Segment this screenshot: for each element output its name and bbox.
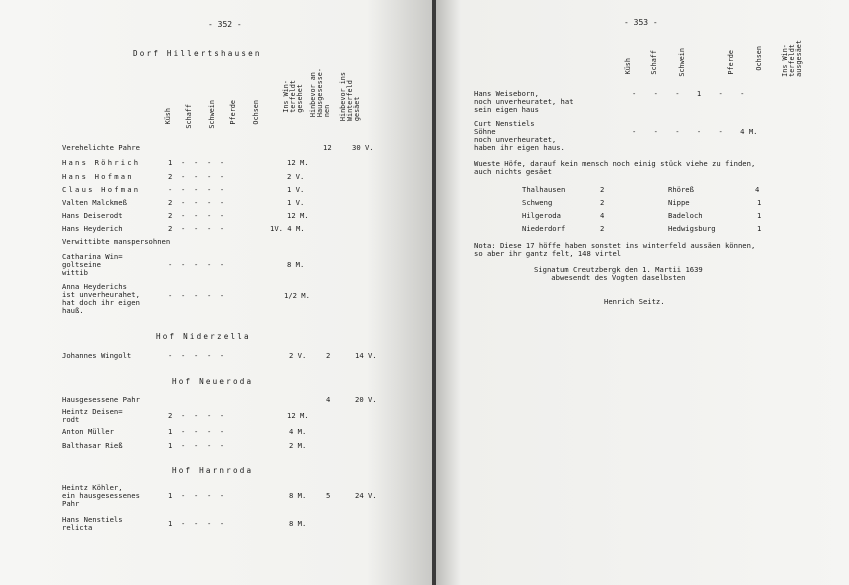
row-vals: 2 - - - - [168, 172, 225, 181]
waste-farm-count: 4 [755, 185, 760, 194]
right-page [436, 0, 849, 585]
hof-neueroda-title: Hof Neueroda [172, 377, 254, 386]
row-vals: - - - - - [168, 185, 225, 194]
row-name: Hans Hofman [62, 172, 134, 181]
waste-farm-count: 2 [600, 198, 605, 207]
row-amount: 2 V. [289, 351, 307, 360]
col-header-kuh: Küsh [164, 108, 172, 125]
col-header-hinbevor-winterfeld: Hinbevor ins Winterfeld gesäet [339, 72, 361, 122]
row-vals: 2 - - - - [168, 198, 225, 207]
row-amount: 2 V. [287, 172, 305, 181]
row-name: Hans Röhrich [62, 158, 141, 167]
col-header-winterfeld: Ins Win- terfeldt ausgesäet [781, 40, 803, 77]
row-name: Anton Müller [62, 427, 114, 436]
catharina-name: Catharina Win= goltseine wittib [62, 252, 123, 277]
row-vals: - - - - - [168, 351, 225, 360]
row-amount: 8 M. [289, 491, 307, 500]
row-hausgesessen: 5 [326, 491, 331, 500]
col-header-pferde: Pferde [727, 50, 735, 75]
row-winterfeld: 14 V. [355, 351, 377, 360]
right-page-number: - 353 - [624, 18, 658, 27]
waste-farm-name: Nippe [668, 198, 690, 207]
signature-name: Henrich Seitz. [604, 297, 665, 306]
waste-farm-name: Badeloch [668, 211, 703, 220]
col-header-hinbevor-hausgesessen: Hinbevor an Hausgesesse- nen [309, 68, 331, 118]
row-name: Johannes Wingolt [62, 351, 132, 360]
row-amount: 1V. 4 M. [270, 224, 305, 233]
waste-farm-count: 2 [600, 224, 605, 233]
anna-vals: - - - - - [168, 291, 225, 300]
col-header-schaff: Schaff [185, 104, 193, 129]
row-vals: 1 - - - - [168, 491, 225, 500]
row-name: Valten Malckmeß [62, 198, 127, 207]
row-amount: 12 M. [287, 211, 309, 220]
row-name: Balthasar Rieß [62, 441, 123, 450]
married-label: Verehelichte Pahre [62, 143, 140, 152]
row-vals: 1 - - - - [168, 158, 225, 167]
row-vals: 1 - - - - [168, 519, 225, 528]
nenstiel-entry: Curt Nenstiels Söhne noch unverheuratet, haben ihr eigen haus. [474, 119, 565, 152]
hausgesessene-sown: 20 V. [355, 395, 377, 404]
col-header-ochsen: Ochsen [252, 100, 260, 125]
row-winterfeld: 24 V. [355, 491, 377, 500]
waste-farm-name: Hilgeroda [522, 211, 561, 220]
waste-farm-name: Hedwigsburg [668, 224, 716, 233]
village-title: Dorf Hillertshausen [133, 49, 262, 58]
row-amount: 12 M. [287, 158, 309, 167]
waste-farm-count: 4 [600, 211, 605, 220]
hausgesessene-count: 4 [326, 395, 331, 404]
row-name: Heintz Köhler, ein hausgesessenes Pahr [62, 483, 140, 508]
waste-farm-name: Schweng [522, 198, 553, 207]
nenstiel-vals: - - - - - 4 M. [632, 127, 758, 136]
waste-farms-text: Wueste Höfe, darauf kein mensch noch einig stück viehe zu finden, auch nichts gesäet [474, 159, 756, 176]
hausgesessene-label: Hausgesessene Pahr [62, 395, 140, 404]
row-vals: 2 - - - - [168, 211, 225, 220]
waste-farm-name: Niederdorf [522, 224, 566, 233]
weiseborn-entry: Hans Weiseborn, noch unverheuratet, hat sein eigen haus [474, 89, 574, 114]
widow-sons-label: Verwittibte manspersohnen [62, 237, 171, 246]
col-header-kuh: Küsh [624, 58, 632, 75]
col-header-schwein: Schwein [678, 48, 686, 77]
row-name: Hans Deiserodt [62, 211, 123, 220]
signatum-text: Signatum Creutzbergk den 1. Martii 1639 abwesendt des Vogten daselbsten [534, 265, 703, 282]
waste-farm-count: 1 [757, 211, 762, 220]
col-header-winterfeld: Ins Win- terfeldt gesehet [282, 80, 304, 113]
col-header-pferde: Pferde [229, 100, 237, 125]
row-amount: 4 M. [289, 427, 307, 436]
waste-farm-name: Rhöreß [668, 185, 694, 194]
row-hausgesessen: 2 [326, 351, 331, 360]
anna-amount: 1/2 M. [284, 291, 310, 300]
catharina-vals: - - - - - [168, 260, 225, 269]
married-count: 12 [323, 143, 332, 152]
waste-farm-count: 2 [600, 185, 605, 194]
hof-harnroda-title: Hof Harnroda [172, 466, 254, 475]
col-header-schaff: Schaff [650, 50, 658, 75]
row-amount: 1 V. [287, 198, 305, 207]
row-amount: 8 M. [289, 519, 307, 528]
hof-niderzella-title: Hof Niderzella [156, 332, 251, 341]
row-vals: 1 - - - - [168, 427, 225, 436]
waste-farm-count: 1 [757, 224, 762, 233]
col-header-ochsen: Ochsen [755, 46, 763, 71]
waste-farm-name: Thalhausen [522, 185, 566, 194]
row-name: Claus Hofman [62, 185, 141, 194]
nota-text: Nota: Diese 17 höffe haben sonstet ins winterfeld aussäen können, so aber ihr gantz felt, 148 virtel [474, 241, 756, 258]
row-name: Hans Nenstiels relicta [62, 515, 123, 532]
row-name: Heintz Deisen= rodt [62, 407, 123, 424]
row-amount: 1 V. [287, 185, 305, 194]
weiseborn-vals: - - - 1 - - [632, 89, 745, 98]
row-amount: 2 M. [289, 441, 307, 450]
married-sown: 30 V. [352, 143, 374, 152]
row-vals: 1 - - - - [168, 441, 225, 450]
row-name: Hans Heyderich [62, 224, 123, 233]
row-vals: 2 - - - - [168, 411, 225, 420]
waste-farm-count: 1 [757, 198, 762, 207]
catharina-amount: 8 M. [287, 260, 305, 269]
anna-name: Anna Heyderichs ist unverheurahet, hat doch ihr eigen hauß. [62, 282, 140, 315]
col-header-schwein: Schwein [208, 100, 216, 129]
row-amount: 12 M. [287, 411, 309, 420]
left-page-number: - 352 - [208, 20, 242, 29]
row-vals: 2 - - - - [168, 224, 225, 233]
